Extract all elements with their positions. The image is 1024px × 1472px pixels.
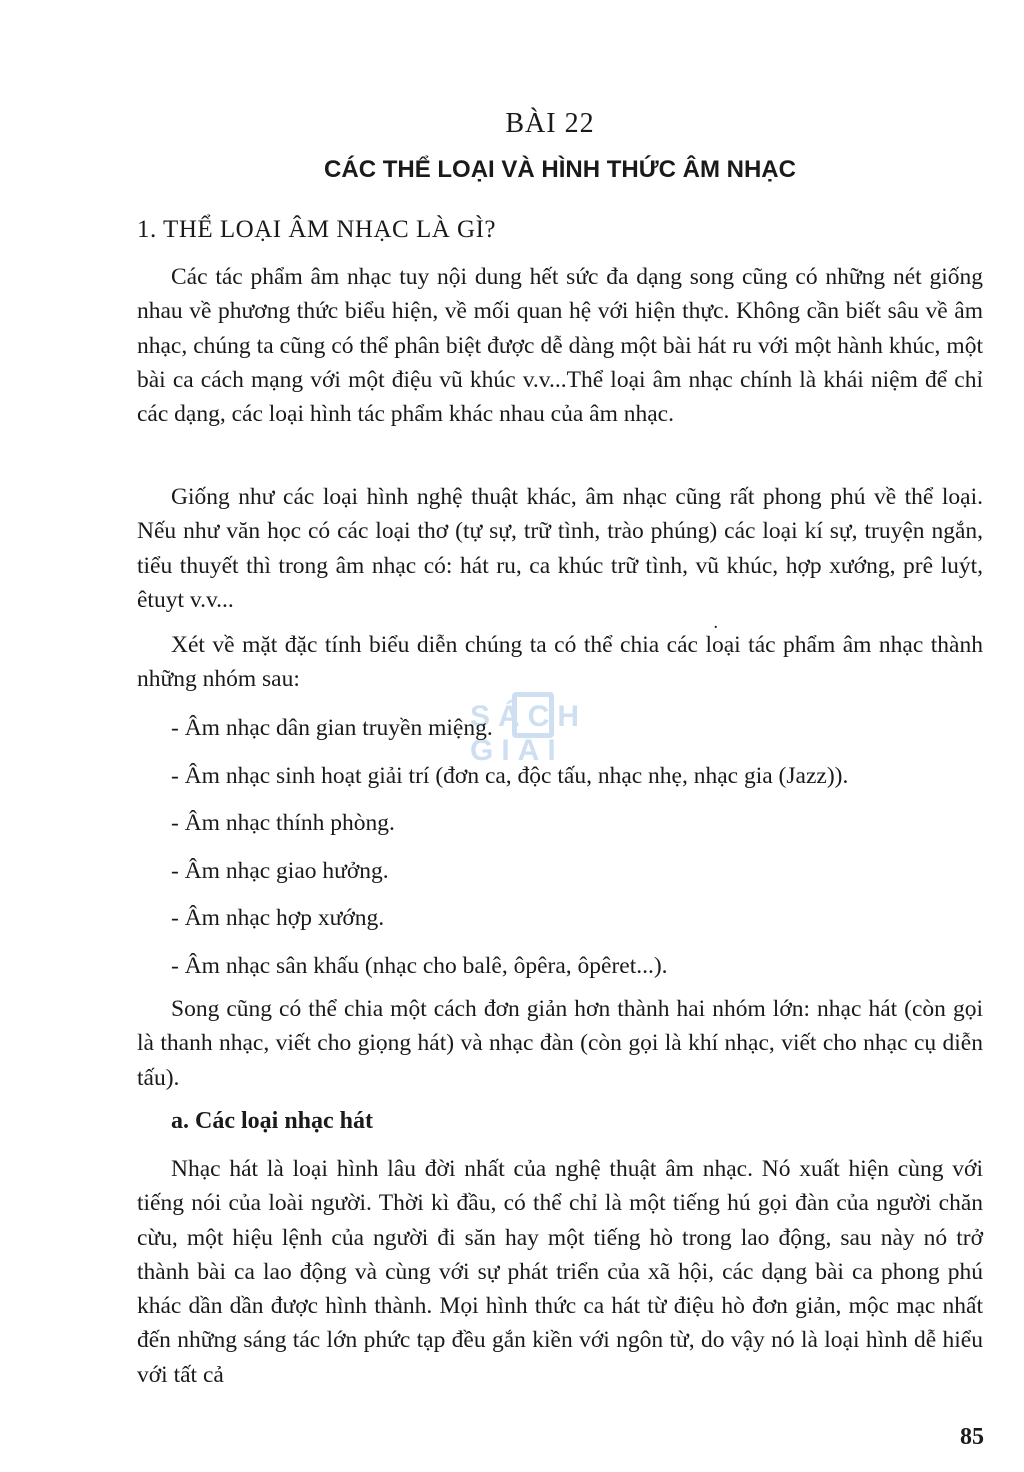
paragraph-1: Các tác phẩm âm nhạc tuy nội dung hết sức đa dạng song cũng có những nét giống nhau về phương thức biểu hiện, về mối quan hệ với hiện thực. Không cần biết sâu về âm nhạc, chúng ta cũng có thể phân biệt được dễ dàng một bài hát ru với một hành khúc, một bài ca cách mạng với một điệu vũ khúc v.v...Thể loại âm nhạc chính là khái niệm để chỉ các dạng, các loại hình tác phẩm khác nhau của âm nhạc. [137, 264, 983, 428]
lesson-number: BÀI 22 [505, 108, 595, 139]
page-number: 85 [960, 1424, 984, 1450]
subheading: a. Các loại nhạc hát [171, 1108, 374, 1134]
section-heading: 1. THỂ LOẠI ÂM NHẠC LÀ GÌ? [137, 216, 497, 243]
paragraph-2: Giống như các loại hình nghệ thuật khác, âm nhạc cũng rất phong phú về thể loại. Nếu như văn học có các loại thơ (tự sự, trữ tình, trào phúng) các loại kí sự, truyện ngắn, tiểu thuyết thì trong âm nhạc có: hát ru, ca khúc trữ tình, vũ khúc, hợp xướng, prê luýt, êtuyt v.v... [137, 484, 983, 613]
list-item: - Âm nhạc sân khấu (nhạc cho balê, ôpêra, ôpêret...). [171, 952, 668, 979]
lesson-title: CÁC THỂ LOẠI VÀ HÌNH THỨC ÂM NHẠC [324, 156, 796, 183]
paragraph-3: Xét về mặt đặc tính biểu diễn chúng ta có thể chia các loại tác phẩm âm nhạc thành những nhóm sau: [137, 632, 983, 693]
watermark-text: SÁCH GIẢI [470, 700, 588, 767]
paragraph-5: Nhạc hát là loại hình lâu đời nhất của nghệ thuật âm nhạc. Nó xuất hiện cùng với tiếng nói của loài người. Thời kì đầu, có thể chỉ là một tiếng hú gọi đàn của người chăn cừu, một hiệu lệnh của người đi săn hay một tiếng hò trong lao động, sau này nó trở thành bài ca lao động và cùng với sự phát triển của xã hội, các dạng bài ca phong phú khác dần dần được hình thành. Mọi hình thức ca hát từ điệu hò đơn giản, mộc mạc nhất đến những sáng tác lớn phức tạp đều gắn kiền với ngôn từ, do vậy nó là loại hình dễ hiểu với tất cả [137, 1156, 983, 1388]
list-item: - Âm nhạc giao hưởng. [171, 857, 389, 884]
list-item: - Âm nhạc sinh hoạt giải trí (đơn ca, độc tấu, nhạc nhẹ, nhạc gia (Jazz)). [171, 762, 849, 789]
paragraph-4: Song cũng có thể chia một cách đơn giản hơn thành hai nhóm lớn: nhạc hát (còn gọi là thanh nhạc, viết cho giọng hát) và nhạc đàn (còn gọi là khí nhạc, viết cho nhạc cụ diễn tấu). [137, 996, 983, 1091]
list-item: - Âm nhạc dân gian truyền miệng. [171, 715, 493, 741]
list-item: - Âm nhạc thính phòng. [171, 810, 395, 836]
list-item: - Âm nhạc hợp xướng. [171, 905, 385, 931]
stray-mark: . [714, 617, 718, 632]
music-type-list [171, 705, 848, 990]
